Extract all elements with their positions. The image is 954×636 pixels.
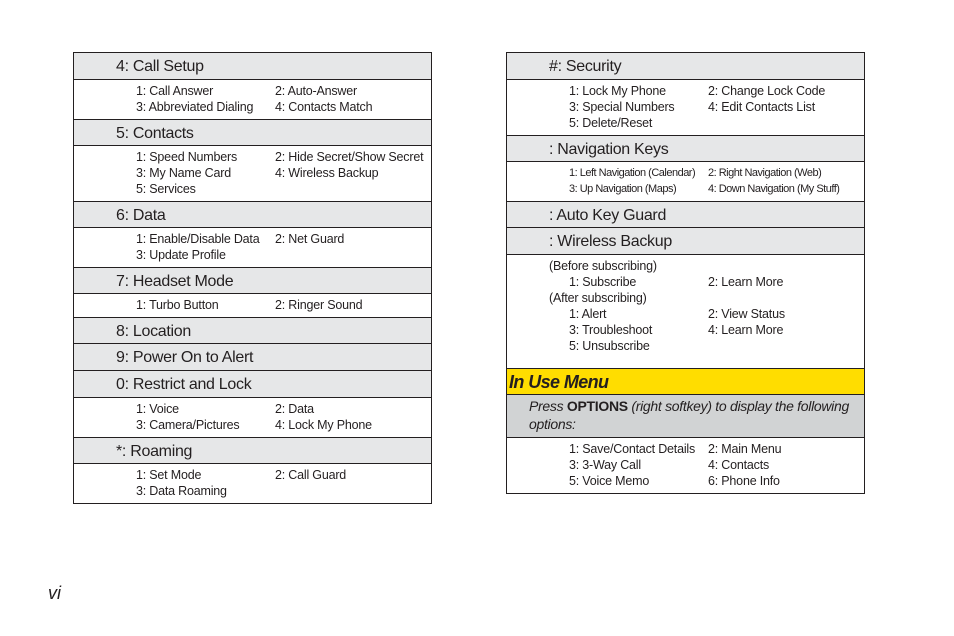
menu-row — [74, 401, 431, 417]
section-headset-options — [74, 294, 431, 317]
menu-option: 2: Auto-Answer — [275, 84, 357, 98]
menu-row — [507, 473, 864, 489]
section-contacts-label: 5: Contacts — [116, 125, 194, 142]
menu-option: 4: Lock My Phone — [275, 418, 372, 432]
menu-option: 2: Call Guard — [275, 468, 347, 482]
section-contacts-options — [74, 146, 431, 201]
section-call-setup-label: 4: Call Setup — [116, 58, 204, 75]
menu-option: 5: Delete/Reset — [569, 116, 653, 130]
menu-row — [507, 274, 864, 290]
menu-option: 3: Data Roaming — [136, 484, 227, 498]
menu-row — [74, 247, 431, 263]
menu-row — [74, 181, 431, 197]
section-call-setup-options — [74, 80, 431, 119]
menu-option: 4: Contacts — [708, 458, 770, 472]
menu-option: 4: Wireless Backup — [275, 166, 379, 180]
menu-row — [507, 115, 864, 131]
section-security — [507, 53, 864, 80]
after-subscribing-options — [507, 306, 864, 354]
menu-option: 3: Abbreviated Dialing — [136, 100, 254, 114]
menu-option: 1: Turbo Button — [136, 298, 219, 312]
menu-option: 1: Left Navigation (Calendar) — [569, 167, 696, 179]
desc-text: (right softkey) to display the following options: — [529, 398, 849, 432]
section-location-label: 8: Location — [116, 323, 191, 340]
menu-row — [74, 231, 431, 247]
section-data-options — [74, 228, 431, 267]
menu-option: 6: Phone Info — [708, 474, 780, 488]
options-key-label: OPTIONS — [566, 398, 628, 414]
menu-option: 4: Contacts Match — [275, 100, 373, 114]
menu-option: 3: Update Profile — [136, 248, 226, 262]
menu-row — [507, 338, 864, 354]
section-headset-label: 7: Headset Mode — [116, 273, 234, 290]
before-subscribing-options — [507, 274, 864, 290]
menu-option: 1: Speed Numbers — [136, 150, 238, 164]
page-number: vi — [48, 583, 61, 603]
menu-row — [74, 149, 431, 165]
before-subscribing-label: (Before subscribing) — [549, 259, 657, 273]
menu-option: 3: Troubleshoot — [569, 323, 653, 337]
menu-option — [275, 181, 431, 197]
menu-row — [74, 417, 431, 433]
section-contacts — [74, 119, 431, 146]
menu-option: 2: Right Navigation (Web) — [708, 167, 822, 179]
menu-option: 2: Change Lock Code — [708, 84, 826, 98]
menu-option: 3: Special Numbers — [569, 100, 675, 114]
menu-option: 3: Up Navigation (Maps) — [569, 183, 677, 195]
section-auto-key-guard — [507, 201, 864, 228]
menu-row — [507, 83, 864, 99]
menu-row — [74, 99, 431, 115]
section-wireless-backup — [507, 228, 864, 255]
section-roaming — [74, 437, 431, 464]
menu-option: 3: 3-Way Call — [569, 458, 641, 472]
menu-option: 2: Data — [275, 402, 314, 416]
menu-option: 1: Alert — [569, 307, 607, 321]
menu-option: 5: Unsubscribe — [569, 339, 650, 353]
right-menu-panel — [506, 52, 865, 494]
menu-option — [708, 338, 864, 354]
menu-row — [74, 165, 431, 181]
section-navigation-keys — [507, 135, 864, 162]
section-restrict-label: 0: Restrict and Lock — [116, 376, 252, 393]
menu-row — [507, 181, 864, 197]
menu-option: 4: Learn More — [708, 323, 784, 337]
section-location — [74, 317, 431, 344]
section-call-setup — [74, 53, 431, 80]
in-use-menu-title: In Use Menu — [507, 368, 864, 395]
left-menu-panel — [73, 52, 432, 504]
menu-option: 4: Down Navigation (My Stuff) — [708, 183, 840, 195]
section-restrict — [74, 371, 431, 398]
menu-option: 1: Subscribe — [569, 275, 637, 289]
menu-row — [507, 441, 864, 457]
desc-text: Press — [529, 398, 567, 414]
menu-row — [74, 83, 431, 99]
menu-option: 2: Ringer Sound — [275, 298, 363, 312]
menu-option: 1: Set Mode — [136, 468, 202, 482]
menu-option — [275, 483, 431, 499]
menu-option: 1: Lock My Phone — [569, 84, 666, 98]
menu-option: 1: Call Answer — [136, 84, 214, 98]
menu-row — [507, 165, 864, 181]
in-use-menu-description — [507, 395, 864, 438]
menu-option: 4: Edit Contacts List — [708, 100, 815, 114]
section-headset — [74, 267, 431, 294]
after-subscribing-label: (After subscribing) — [549, 291, 647, 305]
menu-option: 2: View Status — [708, 307, 785, 321]
menu-row — [74, 467, 431, 483]
section-roaming-options — [74, 464, 431, 503]
menu-row — [507, 457, 864, 473]
menu-row — [507, 322, 864, 338]
section-roaming-label: *: Roaming — [116, 443, 193, 460]
menu-row — [74, 297, 431, 313]
menu-option: 2: Main Menu — [708, 442, 782, 456]
section-security-options — [507, 80, 864, 135]
section-security-label: #: Security — [549, 58, 622, 75]
section-wireless-backup-label: : Wireless Backup — [549, 233, 672, 250]
section-power-alert — [74, 344, 431, 371]
menu-option — [708, 115, 864, 131]
menu-option: 1: Voice — [136, 402, 179, 416]
menu-row — [507, 306, 864, 322]
menu-row — [74, 483, 431, 499]
section-data — [74, 201, 431, 228]
section-data-label: 6: Data — [116, 207, 166, 224]
section-auto-key-guard-label: : Auto Key Guard — [549, 207, 667, 224]
menu-option: 3: My Name Card — [136, 166, 231, 180]
section-wireless-backup-options — [507, 255, 864, 368]
menu-option: 5: Services — [136, 182, 196, 196]
menu-option: 2: Hide Secret/Show Secret — [275, 150, 424, 164]
menu-row — [507, 99, 864, 115]
menu-option — [275, 247, 431, 263]
menu-option: 5: Voice Memo — [569, 474, 650, 488]
section-navigation-keys-label: : Navigation Keys — [549, 141, 669, 158]
menu-option: 2: Learn More — [708, 275, 784, 289]
section-navigation-keys-options — [507, 162, 864, 201]
menu-option: 1: Save/Contact Details — [569, 442, 696, 456]
section-power-alert-label: 9: Power On to Alert — [116, 349, 254, 366]
section-restrict-options — [74, 398, 431, 437]
menu-option: 1: Enable/Disable Data — [136, 232, 260, 246]
menu-option: 2: Net Guard — [275, 232, 345, 246]
menu-option: 3: Camera/Pictures — [136, 418, 240, 432]
in-use-menu-options — [507, 438, 864, 493]
